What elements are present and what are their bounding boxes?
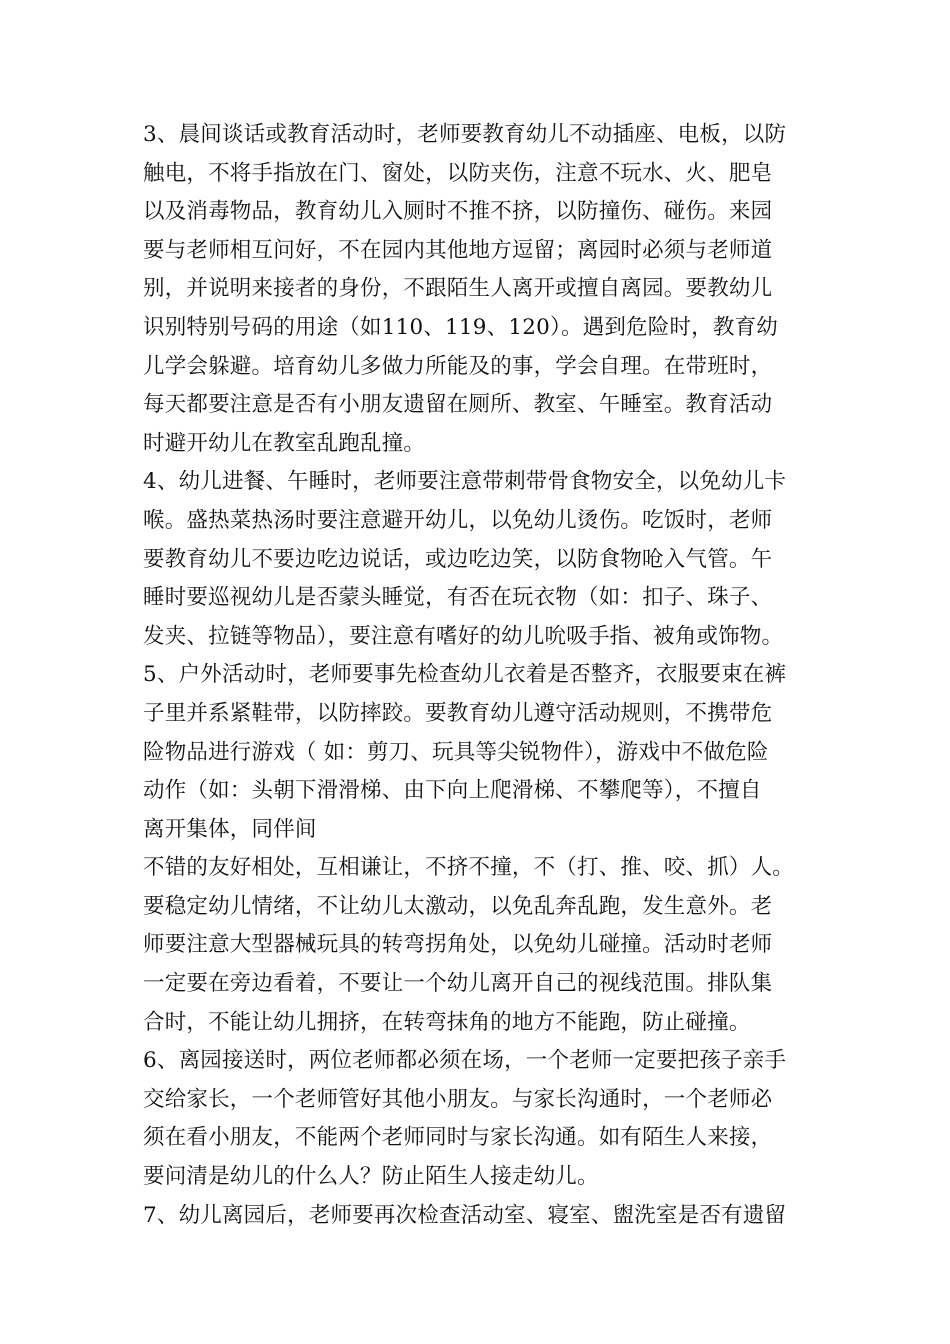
text-line: 喉。盛热菜热汤时要注意避开幼儿，以免幼儿烫伤。吃饭时，老师	[143, 507, 773, 533]
text-line: 险物品进行游戏（ 如：剪刀、玩具等尖锐物件），游戏中不做危险	[143, 739, 769, 765]
text-line: 要问清是幼儿的什么人？防止陌生人接走幼儿。	[143, 1164, 599, 1190]
text-line: 每天都要注意是否有小朋友遗留在厕所、教室、午睡室。教育活动	[143, 392, 773, 418]
text-line: 离开集体，同伴间	[143, 816, 317, 842]
text-line: 合时，不能让幼儿拥挤，在转弯抹角的地方不能跑，防止碰撞。	[143, 1009, 751, 1035]
text-line: 睡时要巡视幼儿是否蒙头睡觉，有否在玩衣物（如：扣子、珠子、	[143, 585, 773, 611]
text-line: 子里并系紧鞋带，以防摔跤。要教育幼儿遵守活动规则，不携带危	[143, 700, 773, 726]
document-body	[143, 116, 943, 1235]
text-line: 时避开幼儿在教室乱跑乱撞。	[143, 430, 426, 456]
text-line: 交给家长，一个老师管好其他小朋友。与家长沟通时，一个老师必	[143, 1086, 773, 1112]
text-line: 师要注意大型器械玩具的转弯拐角处，以免幼儿碰撞。活动时老师	[143, 932, 773, 958]
text-line: 须在看小朋友，不能两个老师同时与家长沟通。如有陌生人来接，	[143, 1125, 773, 1151]
text-line: 要与老师相互问好，不在园内其他地方逗留；离园时必须与老师道	[143, 237, 773, 263]
text-line: 要教育幼儿不要边吃边说话，或边吃边笑，以防食物呛入气管。午	[143, 546, 773, 572]
text-line: 以及消毒物品，教育幼儿入厕时不推不挤，以防撞伤、碰伤。来园	[143, 199, 773, 225]
text-line: 4、幼儿进餐、午睡时，老师要注意带刺带骨食物安全，以免幼儿卡	[143, 469, 787, 495]
text-line: 6、离园接送时，两位老师都必须在场，一个老师一定要把孩子亲手	[143, 1048, 787, 1074]
text-line: 识别特别号码的用途（如110、119、120）。遇到危险时，教育幼	[143, 314, 778, 340]
text-line: 不错的友好相处，互相谦让，不挤不撞，不（打、推、咬、抓）人。	[143, 855, 795, 881]
text-line: 动作（如：头朝下滑滑梯、由下向上爬滑梯、不攀爬等），不擅自	[143, 778, 762, 804]
text-line: 7、幼儿离园后，老师要再次检查活动室、寝室、盥洗室是否有遗留	[143, 1202, 787, 1228]
text-line: 触电，不将手指放在门、窗处，以防夹伤，注意不玩水、火、肥皂	[143, 160, 773, 186]
text-line: 一定要在旁边看着，不要让一个幼儿离开自己的视线范围。排队集	[143, 971, 773, 997]
text-line: 5、户外活动时，老师要事先检查幼儿衣着是否整齐，衣服要束在裤	[143, 662, 787, 688]
text-line: 3、晨间谈话或教育活动时，老师要教育幼儿不动插座、电板，以防	[143, 122, 787, 147]
text-line: 别，并说明来接者的身份，不跟陌生人离开或擅自离园。要教幼儿	[143, 276, 773, 302]
text-line: 儿学会躲避。培育幼儿多做力所能及的事，学会自理。在带班时，	[143, 353, 773, 379]
text-line: 发夹、拉链等物品），要注意有嗜好的幼儿吮吸手指、被角或饰物。	[143, 623, 784, 649]
text-line: 要稳定幼儿情绪，不让幼儿太激动，以免乱奔乱跑，发生意外。老	[143, 893, 773, 919]
